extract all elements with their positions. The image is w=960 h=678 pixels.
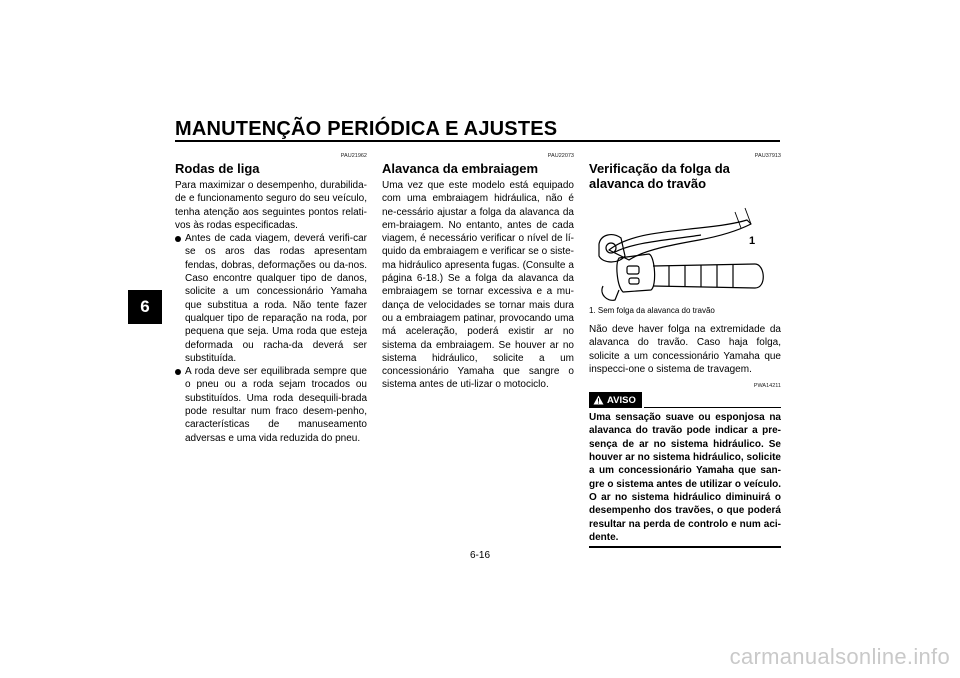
page-title: MANUTENÇÃO PERIÓDICA E AJUSTES [175,118,558,140]
warning-badge [589,392,642,408]
warning-code: PWA14211 [753,383,781,390]
section-code: PAU22073 [547,153,574,159]
section-code: PAU37913 [754,153,781,159]
bullet-text: A roda deve ser equilibrada sempre que o pneu ou a roda sejam trocados ou substituídos. Uma roda desequili-brada pode resultar num fraco desem-penho, características de manuseamento adversas e uma vida reduzida do pneu. [185,366,367,444]
warning-label: AVISO [607,394,636,406]
bullet-item [175,365,367,445]
warning-rule [644,407,781,408]
section-clutch-lever [382,152,574,392]
title-rule [175,140,780,142]
section-code: PAU21962 [340,153,367,159]
figure-callout: 1 [749,235,756,247]
bullet-dot-icon [175,236,181,242]
watermark: carmanualsonline.info [729,644,950,669]
warning-text: Uma sensação suave ou esponjosa na alavanca do travão pode indicar a pre-sença de ar no sistema hidráulico. Se houver ar no sistema hidráulico, solicite a um concessionário Yamaha que san-gre o sistema antes de utilizar o veículo. O ar no sistema hidráulico diminuirá o desempenho dos travões, o que poderá resultar na perda de controlo e num aci-dente. [589,412,781,543]
section-heading: Rodas de liga [175,161,260,176]
section-heading: Alavanca da embraiagem [382,161,539,176]
bullet-dot-icon [175,369,181,375]
bullet-item [175,232,367,365]
page-number: 6-16 [469,550,490,561]
figure-caption: 1. Sem folga da alavanca do travão [589,306,715,315]
warning-triangle-icon [593,395,604,405]
bullet-list [175,232,367,445]
chapter-tab: 6 [128,290,162,324]
section-body: Não deve haver folga na extremidade da alavanca do travão. Caso haja folga, solicite a um concessionário Yamaha que inspecci-one o sistema de travagem. [589,324,781,375]
brake-lever-figure [589,194,781,304]
bullet-text: Antes de cada viagem, deverá verifi-car se os aros das rodas apresentam fendas, dobras, deformações ou da-nos. Caso encontre qualquer tipo de danos, solicite a um concessionário Yamaha que substitua a roda. Não tente fazer qualquer tipo de reparação na roda, por pequena que seja. Uma roda que esteja deformada ou racha-da deverá ser substituída. [185,233,367,364]
warning-header [589,392,781,408]
section-alloy-wheels [175,152,367,445]
section-heading: Verificação da folga da alavanca do travão [589,161,730,191]
section-body: Uma vez que este modelo está equipado com uma embraiagem hidráulica, não é ne-cessário ajustar a folga da alavanca da em-braiagem. No entanto, antes de cada viagem, é necessário verificar o nível de lí-quido da embraiagem e verificar se o siste-ma hidráulico apresenta fugas. (Consulte a página 6-18.) Se a folga da alavanca da embraiagem se tornar excessiva e a mu-dança de velocidades se tornar mais dura ou a embraiagem patinar, provocando uma má aceleração, poderá existir ar no sistema da embraiagem. Se houver ar no sistema hidráulico, solicite a um concessionário Yamaha que sangre o sistema antes de uti-lizar o motociclo. [382,180,574,391]
section-brake-lever [589,152,781,548]
section-intro: Para maximizar o desempenho, durabilida-de e funcionamento seguro do seu veículo, tenha atenção aos seguintes pontos relati-vos às rodas especificadas. [175,180,367,231]
brake-lever-illustration [589,194,781,304]
warning-end-rule [589,546,781,548]
